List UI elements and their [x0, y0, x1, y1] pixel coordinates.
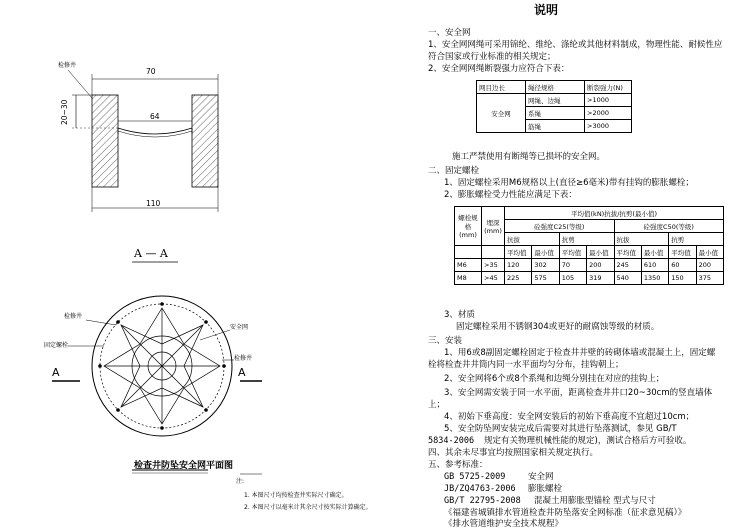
- s1-note: 施工严禁使用有断绳等已损坏的安全网。: [452, 152, 606, 162]
- bolt-table-cell: 120: [505, 259, 532, 272]
- dim-inner-label: 64: [150, 112, 160, 121]
- bolt-table-cell: 105: [559, 272, 586, 285]
- s2-p1: 1、固定螺栓采用M6规格以上(直径≥6毫米)带有挂钩的膨胀螺栓；: [444, 178, 694, 188]
- bolt-table-cell: 70: [559, 259, 586, 272]
- bolt-table-cell: M6: [455, 259, 482, 272]
- s3-p4: 4、初始下垂高度：安全网安装后的初始下垂高度不宜超过10cm；: [444, 412, 695, 422]
- bolt-table-h-min: 最小值: [641, 246, 668, 259]
- s2-p3: 3、材质: [444, 310, 475, 320]
- bolt-table-h-avg: 平均值: [614, 246, 641, 259]
- dim-base-label: 110: [146, 199, 161, 208]
- bolt-table-cell: 375: [696, 272, 723, 285]
- right-wall: [192, 95, 218, 187]
- s4-heading: 四、其余未尽事宜均按照国家相关规定执行。: [428, 448, 599, 458]
- bolt-table-h-c25: 砼强度C25(等级): [505, 220, 615, 233]
- cut-label-right: A: [238, 366, 246, 379]
- bolt-table-cell: 610: [641, 259, 668, 272]
- s1-p1-line2: 符合国家或行业标准的相关规定；: [428, 52, 556, 62]
- net-table-cell: 网绳、边绳: [526, 94, 585, 107]
- s3-p3-line1: 3、安全网需安装于同一水平面，距离检查井井口20~30cm的竖直墙体: [444, 388, 713, 398]
- bolt-table-cell: 60: [669, 259, 696, 272]
- net-table-cell: 系绳: [526, 107, 585, 120]
- bolt-table-cell: 200: [587, 259, 614, 272]
- s2-heading: 二、固定螺栓: [428, 166, 480, 176]
- note-1: 1. 本图尺寸均按检查井实际尺寸确定。: [244, 492, 348, 499]
- s3-heading: 三、安装: [428, 336, 463, 346]
- bolt-table-h-pull: 抗拔: [614, 233, 669, 246]
- section-title: A — A: [134, 247, 168, 260]
- s1-p2: 2、安全网网绳断裂强力应符合下表：: [428, 64, 570, 74]
- bolt-table-cell: 245: [614, 259, 641, 272]
- bolt-table-h-avg: 平均值: [559, 246, 586, 259]
- bolt-table-h-c50: 砼强度C50(等级): [614, 220, 724, 233]
- s3-p1-line2: 栓将检查井井筒内同一水平面均匀分布，挂钩朝上；: [428, 360, 624, 370]
- net-table-cell: 筋绳: [526, 120, 585, 133]
- bolt-table-h-shear: 抗剪: [559, 233, 614, 246]
- net-table-cell: >2000: [585, 107, 632, 120]
- plan-title: 检查井防坠安全网平面图: [134, 461, 234, 471]
- net-table-h1: 网目边长: [477, 81, 526, 94]
- net-table-h3: 断裂强力(N): [585, 81, 632, 94]
- dim-height-label: 20~30: [60, 99, 69, 125]
- bolt-table-cell: 150: [669, 272, 696, 285]
- plan-callout-4: 检修井: [234, 355, 253, 362]
- s1-p1-line1: 1、安全网网绳可采用锦纶、维纶、涤纶或其他材料制成，物理性能、耐候性应: [428, 40, 723, 50]
- ref-name-3: 混凝土用膨胀型锚栓 型式与尺寸: [534, 496, 656, 506]
- plan-callout-1: 检修井: [64, 313, 83, 320]
- bolt-table-h-top: 平均值(kN)抗拔/抗剪(最小值): [505, 207, 724, 220]
- cut-label-left: A: [52, 366, 60, 379]
- bolt-table-cell: 225: [505, 272, 532, 285]
- bolt-table-h-min: 最小值: [587, 246, 614, 259]
- bolt-table-cell: 540: [614, 272, 641, 285]
- net-sag-line: [118, 128, 192, 134]
- s3-p5-line1: 5、安全防坠网安装完成后需要对其进行坠落测试，参见 GB/T: [444, 424, 677, 434]
- net-strength-table: [476, 80, 632, 133]
- net-table-row-label: 安全网: [477, 94, 526, 133]
- s3-p2: 2、安全网将6个或8个系绳和边绳分别挂在对应的挂钩上；: [444, 374, 665, 384]
- bolt-table-h-min: 最小值: [696, 246, 723, 259]
- ref-code-2: JB/ZQ4763-2006: [444, 484, 516, 494]
- bolt-table-cell: 575: [532, 272, 559, 285]
- bolt-table-h-depth: 埋深(mm): [482, 207, 505, 246]
- note-2: 2. 本图尺寸以毫米计其余尺寸按实际计算确定。: [244, 504, 372, 511]
- bolt-table-h-pull: 抗拔: [505, 233, 560, 246]
- bolt-table-h-min: 最小值: [532, 246, 559, 259]
- s2-p3-text: 固定螺栓采用不锈钢304或更好的耐腐蚀等级的材质。: [456, 322, 660, 332]
- bolt-table-cell: >45: [482, 272, 505, 285]
- net-table-h2: 绳径规格: [526, 81, 585, 94]
- section-view: [68, 70, 218, 262]
- s1-heading: 一、安全网: [428, 28, 471, 38]
- net-table-cell: >3000: [585, 120, 632, 133]
- ref-code-1: GB 5725-2009: [444, 472, 506, 482]
- ref-name-2: 膨胀螺栓: [528, 484, 563, 494]
- section-callout: 检修井: [58, 62, 77, 69]
- plan-view: [92, 296, 232, 436]
- spec-title: 说明: [534, 3, 559, 17]
- bolt-table-cell: >35: [482, 259, 505, 272]
- s3-p5-line2b: 规定有关物理机械性能的规定)，测试合格后方可验收。: [484, 436, 692, 446]
- bolt-table-h-size: 螺栓规格(mm): [455, 207, 482, 246]
- bolt-table-cell: 200: [696, 259, 723, 272]
- dim-outer-label: 70: [146, 67, 156, 76]
- ref-code-3: GB/T 22795-2008: [444, 496, 521, 506]
- left-wall: [92, 95, 118, 187]
- bolt-performance-table: [454, 206, 724, 285]
- plan-callout-3: 安全网: [230, 324, 249, 331]
- bolt-table-cell: 1350: [641, 272, 668, 285]
- leader-line: [68, 70, 92, 98]
- bolt-table-h-avg: 平均值: [669, 246, 696, 259]
- s2-p2: 2、膨胀螺栓受力性能应满足下表：: [444, 190, 577, 200]
- bolt-table-cell: 319: [587, 272, 614, 285]
- s3-p3-line2: 上；: [428, 400, 446, 410]
- s3-p5-line2a: 5834-2006: [428, 436, 475, 446]
- bolt-table-cell: 302: [532, 259, 559, 272]
- ref-name-1: 安全网: [528, 472, 554, 482]
- s5-heading: 五、参考标准：: [428, 460, 488, 470]
- bolt-table-h-shear: 抗剪: [669, 233, 724, 246]
- bolt-table-h-avg: 平均值: [505, 246, 532, 259]
- plan-callout-2: 固定螺栓: [44, 342, 69, 349]
- ref-5: 《排水管道维护安全技术规程》: [444, 519, 564, 529]
- net-table-cell: >1000: [585, 94, 632, 107]
- ref-4: 《福建省城镇排水管道检查井防坠落安全网标准（征求意见稿）》: [444, 508, 687, 518]
- net-pattern: [104, 308, 220, 424]
- s3-p1-line1: 1、用6或8副固定螺栓固定于检查井井壁的砖砌体墙或混凝土上，固定螺: [444, 348, 716, 358]
- notes-heading: 注:: [236, 478, 245, 485]
- bolt-table-cell: M8: [455, 272, 482, 285]
